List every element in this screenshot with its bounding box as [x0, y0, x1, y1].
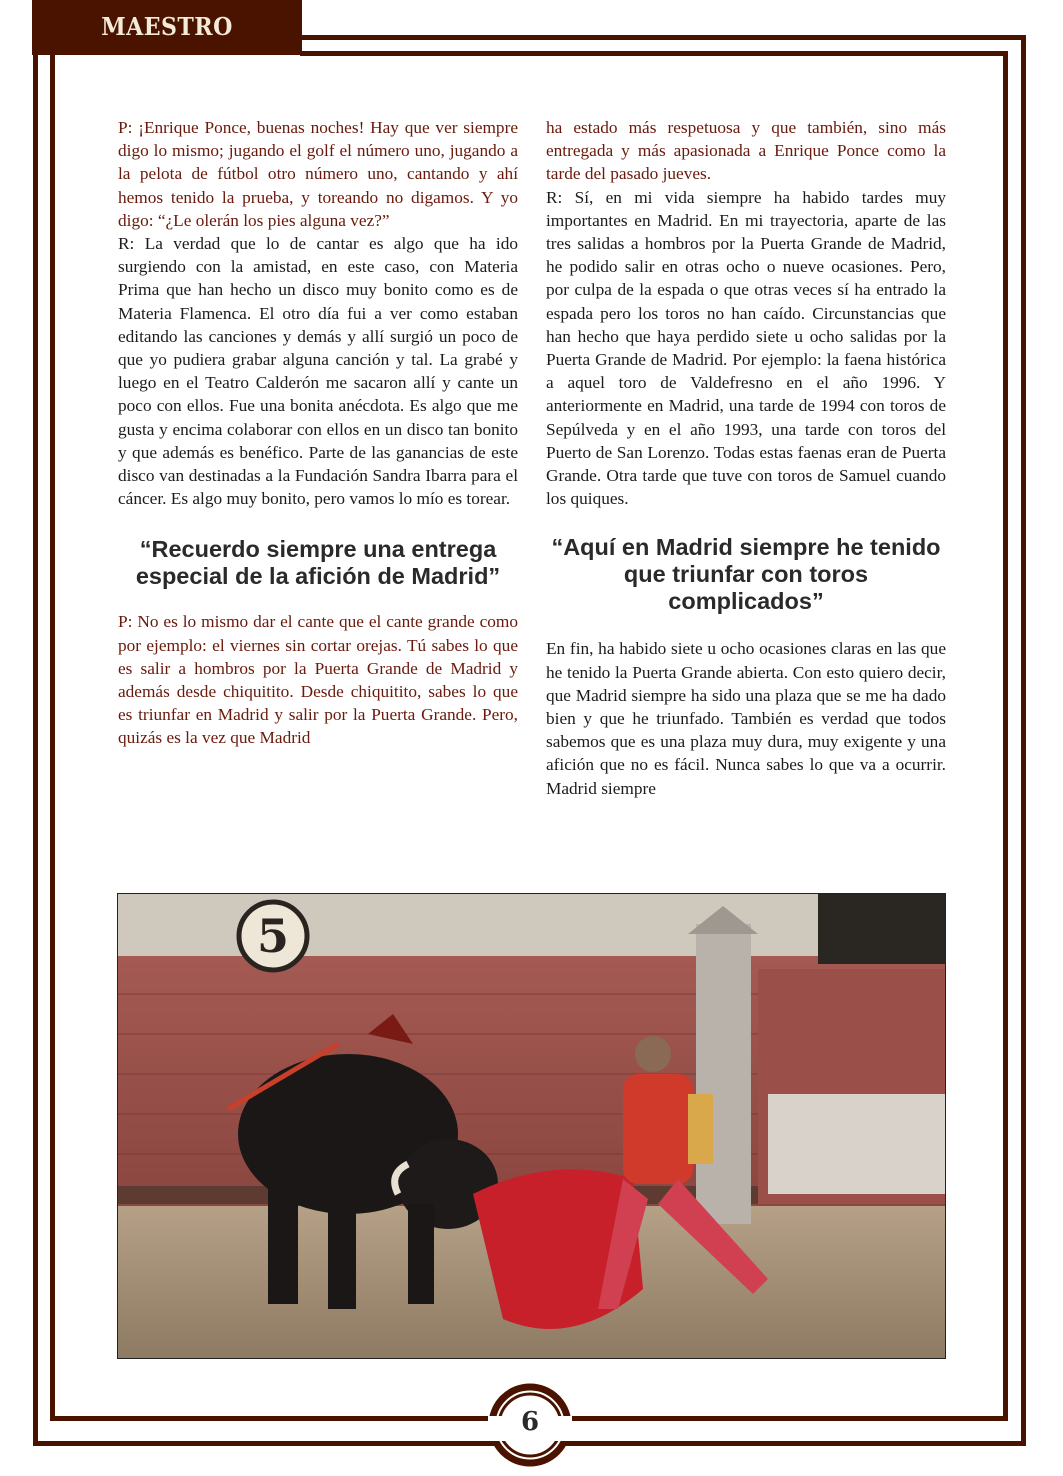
answer-3: En fin, ha habido siete u ocho ocasiones claras en las que he tenido la Puerta Grande abierta. Con esto quiero decir, que Madrid siempre ha sido una plaza que se me ha dado bien y que he triunfado. También es verdad que todos sabemos que es una plaza muy dura, muy exigente y una afición que no es fácil. Nunca sabes lo que va a ocurrir. Madrid siempre [546, 639, 946, 798]
left-column [118, 116, 518, 750]
bullfight-photo [117, 893, 946, 1359]
frame-outer-right [1021, 35, 1026, 1446]
frame-outer-top [300, 35, 1026, 40]
magazine-section-header [32, 0, 302, 55]
answer-1: R: La verdad que lo de cantar es algo que ha ido surgiendo con la amistad, en este caso, con Materia Prima que han hecho un disco muy bonito como es de Materia Flamenca. El otro día fui a ver como estaban editando las canciones y demás y allí surgió un poco de que yo pudiera grabar alguna canción y tal. La grabé y luego en el Teatro Calderón me sacaron allí y cante un poco con ellos. Fue una bonita anécdota. Es algo que me gusta y encima colaborar con ellos en un disco tan bonito y que además es benéfico. Parte de las ganancias de este disco van destinadas a la Fundación Sandra Ibarra para el cáncer. Es algo muy bonito, pero vamos lo mío es torear. [118, 234, 518, 509]
question-2: P: No es lo mismo dar el cante que el cante grande como por ejemplo: el viernes sin cortar orejas. Tú sabes lo que es salir a hombros por la Puerta Grande de Madrid y además desde chiquitito. Desde chiquitito, sabes lo que es triunfar en Madrid y salir por la Puerta Grande. Pero, quizás es la vez que Madrid [118, 612, 518, 748]
stone-pillar [696, 924, 751, 1224]
question-1: P: ¡Enrique Ponce, buenas noches! Hay que ver siempre digo lo mismo; jugando el golf el número uno, jugando a la pelota de fútbol otro número uno, cantando y ahí hemos tenido la prueba, y toreando no digamos. Y yo digo: “¿Le olerán los pies alguna vez?” [118, 118, 518, 230]
frame-inner-top [300, 51, 1008, 56]
pull-quote-heading: “Recuerdo siempre una entrega especial de la afición de Madrid” [135, 536, 501, 590]
frame-inner-right [1003, 51, 1008, 1421]
section-title: MAESTRO [101, 12, 233, 41]
right-column [546, 116, 946, 800]
question-2-continued: ha estado más respetuosa y que también, sino más entregada y más apasionada a Enrique Ponce como la tarde del pasado jueves. [546, 118, 946, 184]
burladero-number: 5 [256, 909, 290, 963]
answer-2: R: Sí, en mi vida siempre ha habido tardes muy importantes en Madrid. En mi trayectoria, aparte de las tres salidas a hombros por la Puerta Grande de Madrid, he podido salir en otras ocho o nueve ocasiones. Pero, por culpa de la espada o que otras veces sí ha entrado la espada pero los toros no han caído. Circunstancias que han hecho que haya perdido siete u ocho salidas por la Puerta Grande de Madrid. Por ejemplo: la faena histórica a aquel toro de Valdefresno en el año 1996. Y anteriormente en Madrid, una tarde de 1994 con toros de Sepúlveda y en el año 1993, una tarde con toros del Puerto de San Lorenzo. Todas estas faenas eran de Puerta Grande. Otra tarde que tuve con toros de Samuel cuando los quiques. [546, 187, 946, 509]
frame-outer-left [33, 55, 38, 1446]
page-number: 6 [520, 1407, 540, 1437]
frame-inner-left [50, 55, 55, 1421]
pull-quote-heading: “Aquí en Madrid siempre he tenido que triunfar con toros complicados” [551, 534, 941, 615]
